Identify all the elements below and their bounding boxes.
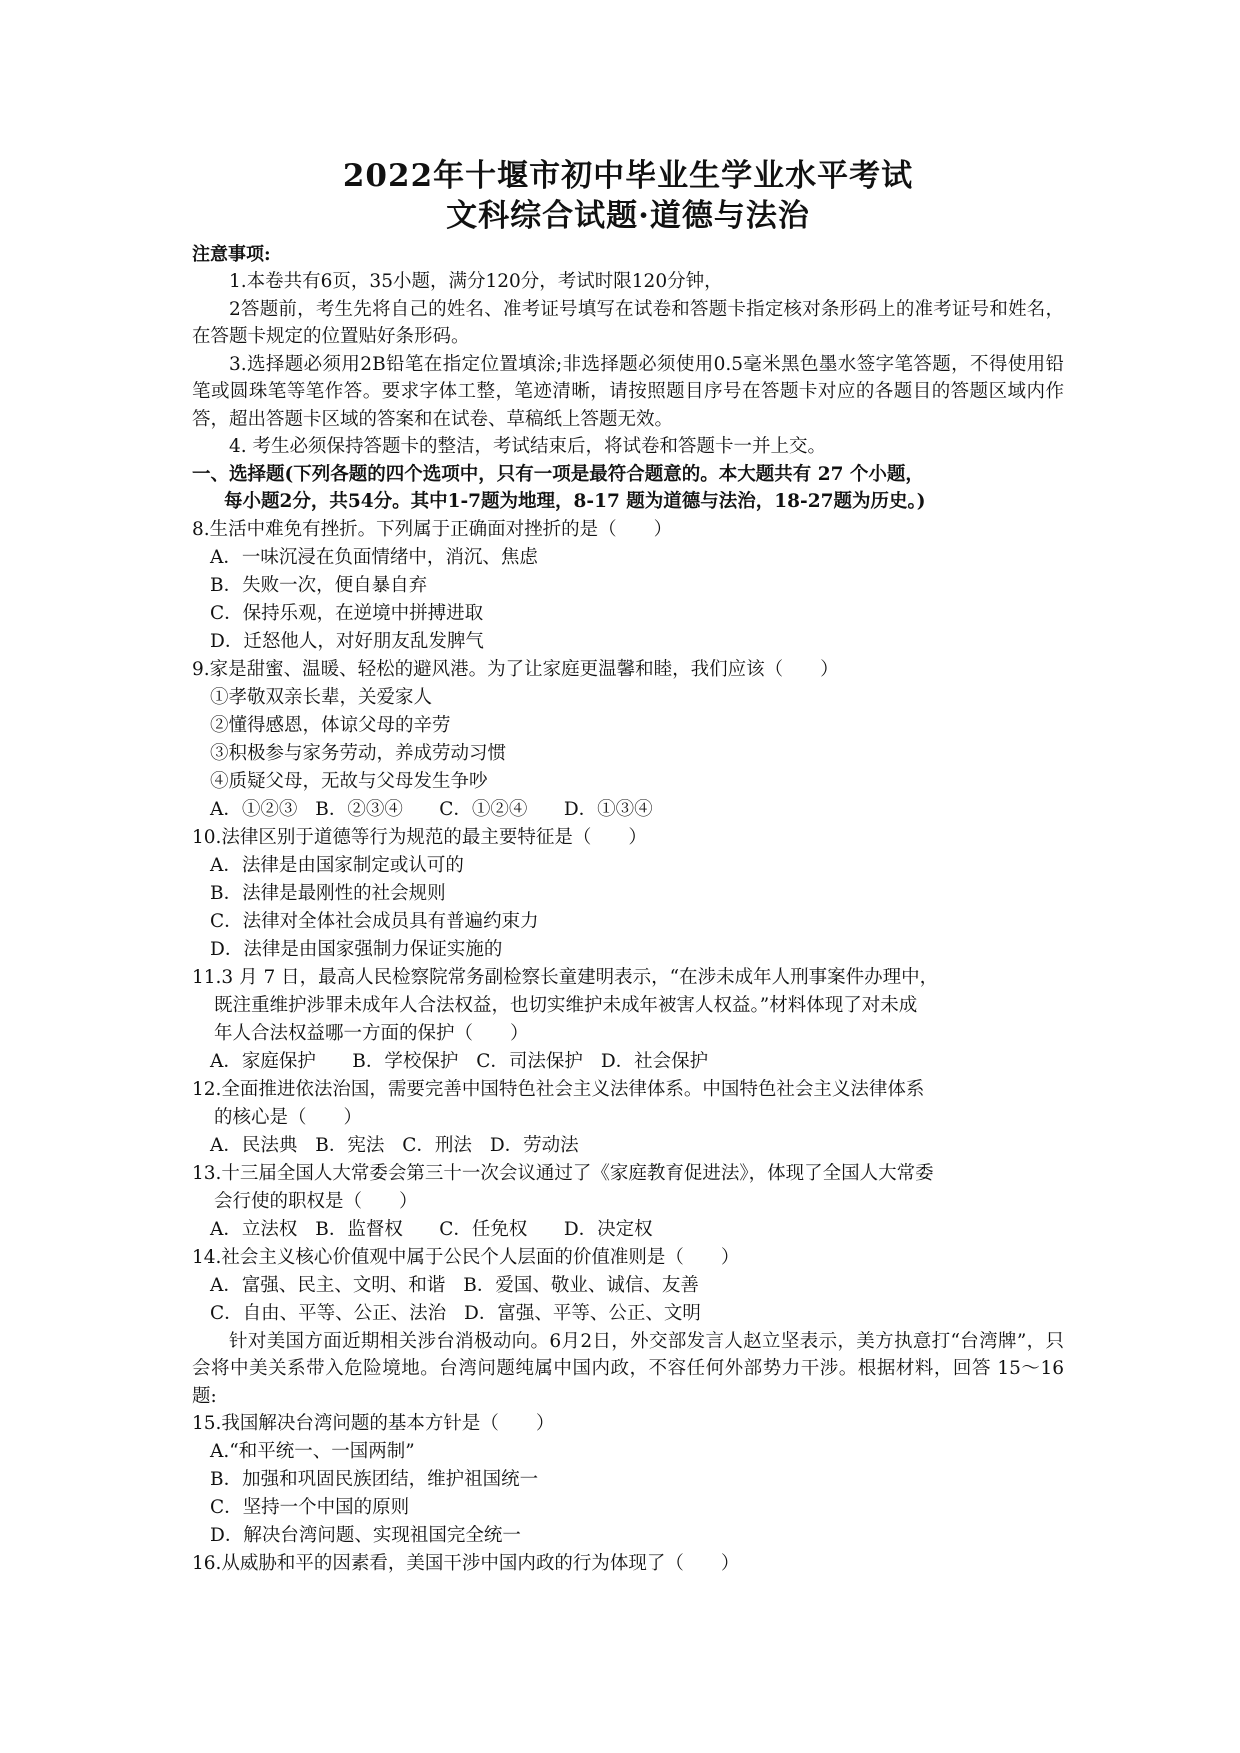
option-c: C．坚持一个中国的原则 (210, 1497, 410, 1518)
option-a: A．立法权 (210, 1218, 298, 1240)
section-heading-line2: 每小题2分，共54分。其中1-7题为地理，8-17 题为道德与法治，18-27题为历史。) (224, 491, 926, 512)
option-b: B．学校保护 (333, 1050, 459, 1072)
option-c: C．任免权 (420, 1218, 528, 1240)
option-a: A．①②③ (210, 798, 298, 820)
material-passage: 针对美国方面近期相关涉台消极动向。6月2日，外交部发言人赵立坚表示，美方执意打“台湾牌”，只会将中美关系带入危险境地。台湾问题纯属中国内政，不容任何外部势力干涉。根据材料，回答 15～16题: (192, 1330, 1064, 1407)
section-heading-line1: 一、选择题(下列各题的四个选项中，只有一项是最符合题意的。本大题共有 27 个小题， (192, 463, 924, 485)
statement-2: ②懂得感恩，体谅父母的辛劳 (210, 714, 451, 736)
exam-title: 2022年十堰市初中毕业生学业水平考试 (342, 158, 914, 194)
option-d: D．解决台湾问题、实现祖国完全统一 (210, 1525, 521, 1546)
notice-item-1: 1.本卷共有6页，35小题，满分120分，考试时限120分钟， (229, 271, 723, 292)
option-a: A．民法典 (210, 1134, 298, 1156)
question-9 (192, 656, 1064, 824)
question-16 (192, 1550, 1064, 1578)
question-12 (192, 1076, 1064, 1160)
question-13 (192, 1160, 1064, 1244)
option-c: C．保持乐观，在逆境中拼搏进取 (210, 602, 484, 624)
option-a: A.“和平统一、一国两制” (210, 1441, 415, 1462)
question-stem (192, 1076, 1064, 1132)
option-b: B．②③④ (315, 798, 403, 820)
option-d: D．劳动法 (489, 1134, 579, 1156)
option-b: B．失败一次，便自暴自弃 (210, 574, 428, 596)
question-15 (192, 1410, 1064, 1550)
option-b: B．宪法 (315, 1134, 385, 1156)
options-row (192, 796, 1064, 824)
question-stem-line2: 既注重维护涉罪未成年人合法权益，也切实维护未成年被害人权益。”材料体现了对未成 (214, 994, 918, 1016)
question-10 (192, 824, 1064, 964)
option-d: D．社会保护 (600, 1050, 709, 1072)
notice-heading: 注意事项: (192, 244, 271, 265)
question-stem-line1: 13.十三届全国人大常委会第三十一次会议通过了《家庭教育促进法》，体现了全国人大常委 (192, 1162, 934, 1184)
options-row-2 (192, 1300, 1064, 1328)
notice-item-4: 4. 考生必须保持答题卡的整洁，考试结束后，将试卷和答题卡一并上交。 (229, 436, 827, 457)
option-c: C．刑法 (402, 1134, 472, 1156)
question-stem-line1: 11.3 月 7 日，最高人民检察院常务副检察长童建明表示，“在涉未成年人刑事案件办理中， (192, 966, 939, 988)
question-stem: 10.法律区别于道德等行为规范的最主要特征是（ ） (192, 826, 647, 848)
question-stem: 16.从威胁和平的因素看，美国干涉中国内政的行为体现了（ ） (192, 1553, 740, 1574)
options-row (192, 1216, 1064, 1244)
option-d: D．①③④ (545, 798, 653, 820)
options-row (192, 1048, 1064, 1076)
option-d: D．法律是由国家强制力保证实施的 (210, 938, 503, 960)
question-stem: 14.社会主义核心价值观中属于公民个人层面的价值准则是（ ） (192, 1246, 740, 1268)
options-row-1 (192, 1272, 1064, 1300)
notice-block (192, 242, 1064, 461)
question-stem (192, 964, 1064, 1048)
question-stem (192, 1160, 1064, 1216)
question-stem: 9.家是甜蜜、温暖、轻松的避风港。为了让家庭更温馨和睦，我们应该（ ） (192, 658, 839, 680)
question-stem-line2: 的核心是（ ） (214, 1106, 363, 1128)
option-c: C．司法保护 (476, 1050, 583, 1072)
option-b: B．爱国、敬业、诚信、友善 (463, 1274, 699, 1296)
option-d: D．迁怒他人，对好朋友乱发脾气 (210, 630, 484, 652)
exam-subtitle: 文科综合试题·道德与法治 (446, 198, 810, 234)
question-11 (192, 964, 1064, 1076)
option-a: A．家庭保护 (210, 1050, 316, 1072)
option-d: D．富强、平等、公正、文明 (464, 1302, 701, 1324)
option-b: B．法律是最刚性的社会规则 (210, 882, 446, 904)
option-a: A．富强、民主、文明、和谐 (210, 1274, 446, 1296)
notice-item-3: 3.选择题必须用2B铅笔在指定位置填涂;非选择题必须使用0.5毫米黑色墨水签字笔答题，不得使用铅笔或圆珠笔等笔作答。要求字体工整，笔迹清晰，请按照题目序号在答题卡对应的各题目的答题区域内作答，超出答题卡区域的答案和在试卷、草稿纸上答题无效。 (192, 353, 1064, 430)
option-c: C．①②④ (420, 798, 528, 820)
question-14 (192, 1244, 1064, 1328)
question-stem: 8.生活中难免有挫折。下列属于正确面对挫折的是（ ） (192, 518, 673, 540)
options-row (192, 1132, 1064, 1160)
question-stem-line1: 12.全面推进依法治国，需要完善中国特色社会主义法律体系。中国特色社会主义法律体系 (192, 1078, 925, 1100)
statement-3: ③积极参与家务劳动，养成劳动习惯 (210, 742, 507, 764)
option-d: D．决定权 (545, 1218, 653, 1240)
section-heading (192, 461, 1064, 516)
notice-item-2: 2答题前，考生先将自己的姓名、准考证号填写在试卷和答题卡指定核对条形码上的准考证号和姓名，在答题卡规定的位置贴好条形码。 (192, 298, 1064, 347)
statement-1: ①孝敬双亲长辈，关爱家人 (210, 686, 433, 708)
question-8 (192, 516, 1064, 656)
question-stem-line3: 年人合法权益哪一方面的保护（ ） (214, 1022, 529, 1044)
option-a: A．一味沉浸在负面情绪中，消沉、焦虑 (210, 546, 538, 568)
question-stem: 15.我国解决台湾问题的基本方针是（ ） (192, 1413, 555, 1434)
option-c: C．法律对全体社会成员具有普遍约束力 (210, 910, 539, 932)
option-c: C．自由、平等、公正、法治 (210, 1302, 447, 1324)
option-a: A．法律是由国家制定或认可的 (210, 854, 464, 876)
statement-4: ④质疑父母，无故与父母发生争吵 (210, 770, 488, 792)
option-b: B．监督权 (315, 1218, 403, 1240)
option-b: B．加强和巩固民族团结，维护祖国统一 (210, 1469, 539, 1490)
question-stem-line2: 会行使的职权是（ ） (214, 1190, 418, 1212)
